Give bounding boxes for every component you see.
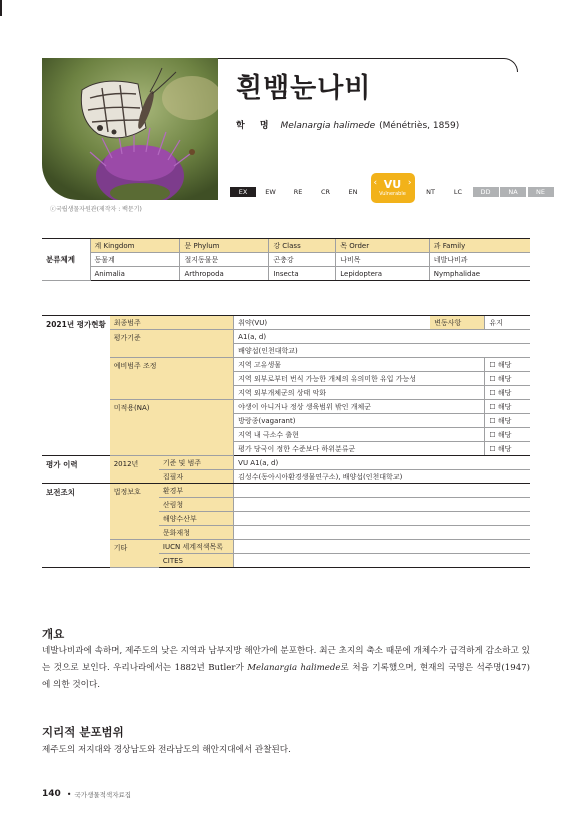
cat-left-chevron-icon: ‹ bbox=[373, 178, 378, 188]
cat-lc: LC bbox=[445, 187, 471, 197]
legal-value bbox=[234, 484, 530, 498]
na-item: 방랑종(vagarant) bbox=[234, 414, 485, 428]
book-title: 국가생물적색자료집 bbox=[74, 790, 132, 799]
scientific-name-row bbox=[236, 118, 459, 131]
checkbox[interactable]: ☐ 해당 bbox=[485, 414, 530, 428]
taxonomy-row-label: 분류체계 bbox=[42, 239, 90, 281]
checkbox[interactable]: ☐ 해당 bbox=[485, 428, 530, 442]
checkbox[interactable]: ☐ 해당 bbox=[485, 372, 530, 386]
evaluator-2021: 배양섭(인천대학교) bbox=[234, 344, 530, 358]
tax-cell: Nymphalidae bbox=[429, 267, 530, 281]
legal-item: 산림청 bbox=[159, 498, 234, 512]
sci-name: Melanargia halimede bbox=[280, 121, 376, 131]
legal-label: 법정보호 bbox=[110, 484, 159, 540]
tax-cell: 나비목 bbox=[336, 253, 430, 267]
other-item: CITES bbox=[159, 554, 234, 568]
other-value bbox=[234, 554, 530, 568]
cat-current-vu bbox=[371, 173, 415, 203]
footer-bullet: • bbox=[66, 789, 72, 799]
redlist-category-bar bbox=[230, 178, 555, 198]
overview-title: 개요 bbox=[42, 627, 65, 641]
legal-value bbox=[234, 512, 530, 526]
species-name: 흰뱀눈나비 bbox=[236, 73, 372, 104]
cat-dd: DD bbox=[473, 187, 499, 197]
tax-cell: Lepidoptera bbox=[336, 267, 430, 281]
eval-row bbox=[42, 456, 530, 470]
eval-row bbox=[42, 330, 530, 344]
eval-row bbox=[42, 358, 530, 372]
checkbox[interactable]: ☐ 해당 bbox=[485, 442, 530, 456]
taxonomy-korean-row bbox=[42, 253, 530, 267]
checkbox[interactable]: ☐ 해당 bbox=[485, 386, 530, 400]
criteria-label: 평가기준 bbox=[110, 330, 234, 358]
na-label: 미적용(NA) bbox=[110, 400, 234, 456]
legal-item: 환경부 bbox=[159, 484, 234, 498]
checkbox[interactable]: ☐ 해당 bbox=[485, 400, 530, 414]
legal-item: 해양수산부 bbox=[159, 512, 234, 526]
cat-ew: EW bbox=[258, 187, 284, 197]
tax-cell: Animalia bbox=[90, 267, 180, 281]
adjust-label: 예비범주 조정 bbox=[110, 358, 234, 400]
section-history: 평가 이력 bbox=[42, 456, 110, 484]
tax-cell: 동물계 bbox=[90, 253, 180, 267]
eval-row bbox=[42, 540, 530, 554]
tax-cell: Insecta bbox=[269, 267, 336, 281]
photo-credit: ⓒ국립생물자원관(제작자 : 백문기) bbox=[50, 206, 142, 213]
evaluation-table bbox=[42, 315, 530, 568]
overview-sci-name: Melanargia halimede bbox=[247, 663, 341, 673]
tax-header: 과 Family bbox=[429, 239, 530, 253]
tax-cell: 네발나비과 bbox=[429, 253, 530, 267]
na-item: 평가 당국이 정한 수준보다 하위분류군 bbox=[234, 442, 485, 456]
cat-current-code: VU bbox=[383, 178, 402, 191]
distribution-title: 지리적 분포범위 bbox=[42, 725, 124, 739]
legal-value bbox=[234, 498, 530, 512]
tax-cell: 곤충강 bbox=[269, 253, 336, 267]
cat-na: NA bbox=[500, 187, 526, 197]
sci-author: (Ménétriès, 1859) bbox=[379, 121, 460, 131]
cat-nt: NT bbox=[418, 187, 444, 197]
tax-header: 목 Order bbox=[336, 239, 430, 253]
history-criteria-label: 기준 및 범주 bbox=[159, 456, 234, 470]
checkbox[interactable]: ☐ 해당 bbox=[485, 358, 530, 372]
section-conservation: 보전조치 bbox=[42, 484, 110, 568]
change-value: 유지 bbox=[485, 316, 530, 330]
cat-re: RE bbox=[285, 187, 311, 197]
taxonomy-header-row bbox=[42, 239, 530, 253]
tax-cell: Arthropoda bbox=[180, 267, 269, 281]
cat-cr: CR bbox=[313, 187, 339, 197]
section-2021: 2021년 평가현황 bbox=[42, 316, 110, 456]
history-author-label: 집필자 bbox=[159, 470, 234, 484]
title-frame-edge bbox=[0, 0, 2, 16]
sci-name-label: 학 명 bbox=[236, 121, 275, 131]
tax-header: 계 Kingdom bbox=[90, 239, 180, 253]
adjust-item: 지역 외부개체군의 상태 악화 bbox=[234, 386, 485, 400]
change-label: 변동사항 bbox=[430, 316, 485, 330]
legal-item: 문화재청 bbox=[159, 526, 234, 540]
cat-ex: EX bbox=[230, 187, 256, 197]
adjust-item: 지역 고유생물 bbox=[234, 358, 485, 372]
other-value bbox=[234, 540, 530, 554]
eval-row bbox=[42, 316, 530, 330]
na-item: 야생이 아니거나 정상 생육범위 밖인 개체군 bbox=[234, 400, 485, 414]
page-number: 140 bbox=[42, 789, 61, 799]
other-label: 기타 bbox=[110, 540, 159, 568]
eval-row bbox=[42, 484, 530, 498]
final-category-label: 최종범주 bbox=[110, 316, 234, 330]
final-category-value: 취약(VU) bbox=[234, 316, 431, 330]
cat-current-sub: Vulnerable bbox=[379, 191, 406, 197]
taxonomy-table bbox=[42, 238, 530, 281]
na-item: 지역 내 극소수 출현 bbox=[234, 428, 485, 442]
overview-text bbox=[42, 643, 530, 694]
overview-text-1: 네발나비과에 속하며, 제주도의 낮은 지역과 남부지방 해안가에 분포한다. 최근 초지의 축소 때문에 개체수가 급격하게 감소하고 있는 것으로 보인다. 우리나라에서는 1882년 Butler가 bbox=[42, 646, 530, 673]
distribution-text: 제주도의 저지대와 경상남도와 전라남도의 해안지대에서 관찰된다. bbox=[42, 745, 291, 755]
cat-right-chevron-icon: › bbox=[407, 178, 412, 188]
page-footer bbox=[42, 789, 131, 799]
history-criteria-value: VU A1(a, d) bbox=[234, 456, 530, 470]
adjust-item: 지역 외부로부터 번식 가능한 개체의 유의미한 유입 가능성 bbox=[234, 372, 485, 386]
history-year: 2012년 bbox=[110, 456, 159, 484]
other-item: IUCN 세계적색목록 bbox=[159, 540, 234, 554]
cat-ne: NE bbox=[528, 187, 554, 197]
cat-en: EN bbox=[340, 187, 366, 197]
history-author-value: 김성수(동아시아환경생물연구소), 배양섭(인천대학교) bbox=[234, 470, 530, 484]
legal-value bbox=[234, 526, 530, 540]
eval-row bbox=[42, 400, 530, 414]
tax-header: 문 Phylum bbox=[180, 239, 269, 253]
tax-header: 강 Class bbox=[269, 239, 336, 253]
tax-cell: 절지동물문 bbox=[180, 253, 269, 267]
overview-text-2: 로 처음 기록했으며, 현재의 국명은 석주명(1947)에 의한 것이다. bbox=[42, 663, 531, 690]
criteria-value: A1(a, d) bbox=[234, 330, 530, 344]
butterfly-photo bbox=[42, 58, 218, 200]
taxonomy-latin-row bbox=[42, 267, 530, 281]
